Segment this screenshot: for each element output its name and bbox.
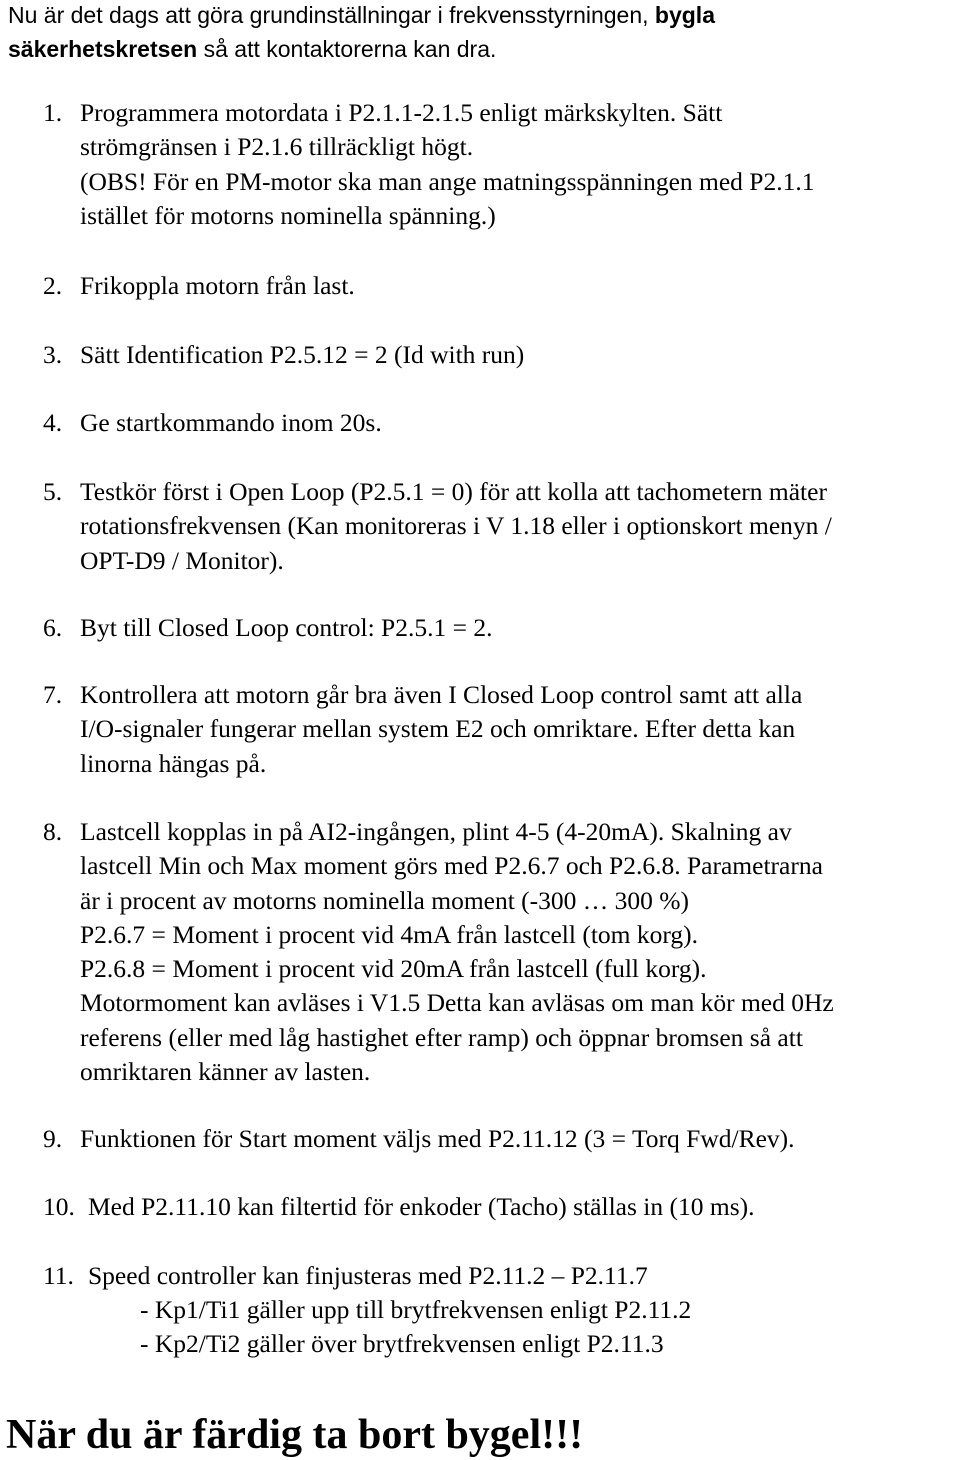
sub-item-kp2: - Kp2/Ti2 gäller över brytfrekvensen enligt P2.11.3 xyxy=(140,1329,664,1358)
step-line: Frikoppla motorn från last. xyxy=(80,271,355,300)
step-number: 10. xyxy=(43,1192,75,1221)
step-line: linorna hängas på. xyxy=(80,748,267,778)
intro-text: Nu är det dags att göra grundinställningar i frekvensstyrningen, xyxy=(8,2,655,28)
step-line: Motormoment kan avläses i V1.5 Detta kan avläsas om man kör med 0Hz xyxy=(80,988,834,1018)
step-line: är i procent av motorns nominella moment (-300 … 300 %) xyxy=(80,885,690,915)
step-line: referens (eller med låg hastighet efter ramp) och öppnar bromsen så att xyxy=(80,1022,803,1052)
sub-item-kp1: - Kp1/Ti1 gäller upp till brytfrekvensen enligt P2.11.2 xyxy=(140,1295,692,1324)
step-number: 2. xyxy=(43,271,63,300)
step-number: 5. xyxy=(43,477,63,506)
step-line: Sätt Identification P2.5.12 = 2 (Id with run) xyxy=(80,340,525,369)
step-line: Speed controller kan finjusteras med P2.11.2 – P2.11.7 xyxy=(88,1261,648,1290)
step-number: 1. xyxy=(43,98,63,127)
intro-bold-bygla: bygla xyxy=(654,2,715,28)
step-line: Byt till Closed Loop control: P2.5.1 = 2. xyxy=(80,613,493,642)
step-line: omriktaren känner av lasten. xyxy=(80,1057,371,1087)
step-line: I/O-signaler fungerar mellan system E2 och omriktare. Efter detta kan xyxy=(80,714,796,744)
step-number: 7. xyxy=(43,680,63,709)
step-line: Programmera motordata i P2.1.1-2.1.5 enligt märkskylten. Sätt xyxy=(80,98,723,127)
step-line: lastcell Min och Max moment görs med P2.6.7 och P2.6.8. Parametrarna xyxy=(80,851,823,881)
step-line: P2.6.8 = Moment i procent vid 20mA från lastcell (full korg). xyxy=(80,954,707,984)
step-line: strömgränsen i P2.1.6 tillräckligt högt. xyxy=(80,132,474,162)
step-line: (OBS! För en PM-motor ska man ange matningsspänningen med P2.1.1 xyxy=(80,166,815,196)
step-line: Funktionen för Start moment väljs med P2.11.12 (3 = Torq Fwd/Rev). xyxy=(80,1124,795,1153)
step-line: Med P2.11.10 kan filtertid för enkoder (Tacho) ställas in (10 ms). xyxy=(88,1192,755,1221)
step-line: OPT-D9 / Monitor). xyxy=(80,545,284,575)
step-line: P2.6.7 = Moment i procent vid 4mA från lastcell (tom korg). xyxy=(80,919,699,949)
step-number: 6. xyxy=(43,613,63,642)
step-line: rotationsfrekvensen (Kan monitoreras i V 1.18 eller i optionskort menyn / xyxy=(80,511,832,541)
step-number: 4. xyxy=(43,408,63,437)
step-number: 8. xyxy=(43,817,63,846)
final-warning-heading: När du är färdig ta bort bygel!!! xyxy=(6,1412,584,1458)
step-line: Lastcell kopplas in på AI2-ingången, plint 4-5 (4-20mA). Skalning av xyxy=(80,817,792,846)
step-line: istället för motorns nominella spänning.) xyxy=(80,200,496,230)
step-number: 3. xyxy=(43,340,63,369)
intro-paragraph xyxy=(8,0,948,66)
step-line: Testkör först i Open Loop (P2.5.1 = 0) för att kolla att tachometern mäter xyxy=(80,477,827,506)
step-number: 11. xyxy=(43,1261,74,1290)
step-line: Ge startkommando inom 20s. xyxy=(80,408,382,437)
intro-text-end: så att kontaktorerna kan dra. xyxy=(197,36,497,62)
step-line: Kontrollera att motorn går bra även I Closed Loop control samt att alla xyxy=(80,680,803,709)
step-number: 9. xyxy=(43,1124,63,1153)
intro-bold-sakerhetskretsen: säkerhetskretsen xyxy=(8,36,198,62)
